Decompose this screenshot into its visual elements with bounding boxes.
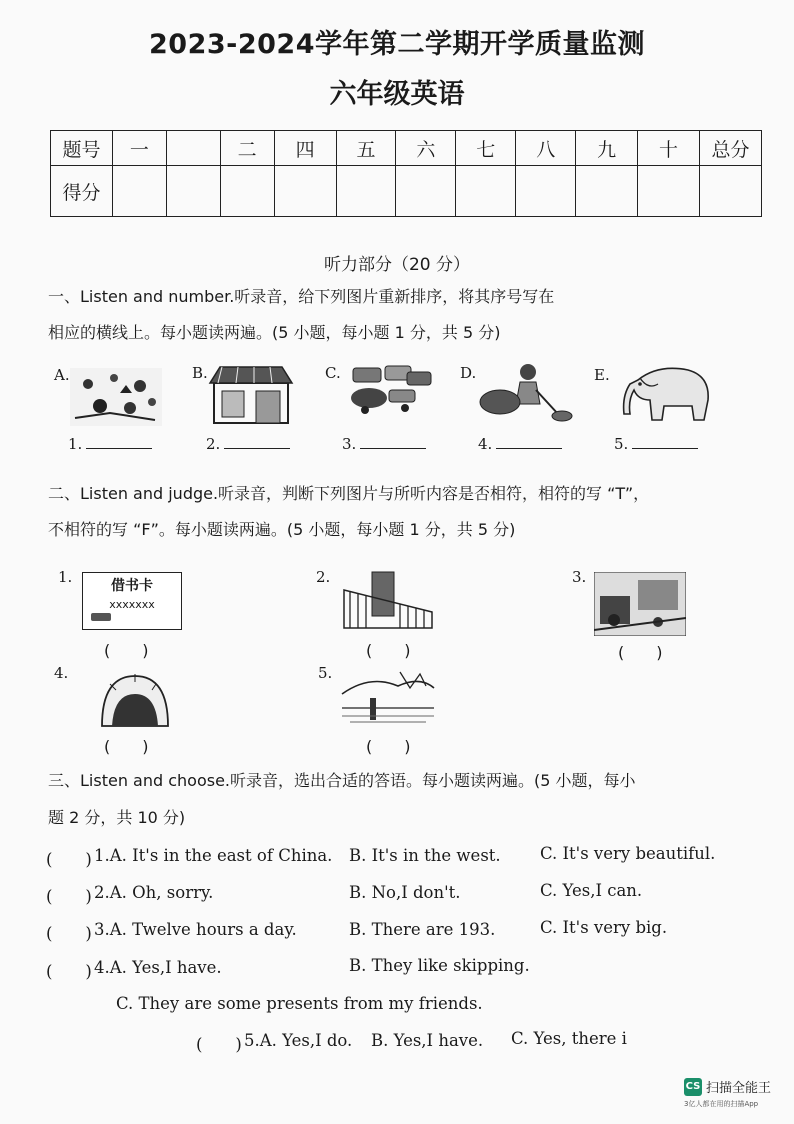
judge-paren-2[interactable]: ( ): [366, 641, 411, 660]
answer-number: 5.: [614, 435, 629, 453]
answer-blank[interactable]: [86, 434, 152, 449]
q5-option-b: B. Yes,I have.: [371, 1031, 484, 1050]
library-card-picture: [82, 572, 182, 630]
score-cell: 题号: [51, 131, 113, 166]
picture-label-a: A.: [54, 366, 70, 384]
q4-option-c: C. They are some presents from my friends.: [116, 994, 483, 1013]
q5-option-a: 5.A. Yes,I do.: [244, 1031, 353, 1050]
picture-elephant-icon: [618, 360, 714, 426]
q1-option-c: C. It's very beautiful.: [540, 844, 716, 863]
score-input-cell[interactable]: [576, 166, 638, 217]
answer-number: 3.: [342, 435, 357, 453]
answer-line-2: [206, 434, 290, 453]
picture-label-e: E.: [594, 366, 610, 384]
judge-number-4: 4.: [54, 664, 69, 682]
choice-paren-2[interactable]: ( ): [46, 887, 92, 906]
score-input-cell[interactable]: [638, 166, 700, 217]
score-input-cell[interactable]: [274, 166, 336, 217]
picture-lake-scene-icon: [340, 668, 436, 728]
score-input-cell[interactable]: [166, 166, 220, 217]
score-cell: 九: [576, 131, 638, 166]
picture-label-c: C.: [325, 364, 341, 382]
q4-option-b: B. They like skipping.: [349, 956, 530, 975]
answer-number: 2.: [206, 435, 221, 453]
q2-option-c: C. Yes,I can.: [540, 881, 643, 900]
picture-person-vacuuming-icon: [478, 360, 576, 424]
picture-shop-icon: [208, 363, 294, 425]
section2-instruction-line2: 不相符的写 “F”。每小题读两遍。(5 小题，每小题 1 分，共 5 分): [48, 520, 516, 539]
picture-street-scene-icon: [594, 572, 686, 636]
library-card-text: xxxxxxx: [109, 598, 155, 611]
judge-paren-1[interactable]: ( ): [104, 641, 149, 660]
watermark-tagline: 3亿人都在用的扫描App: [684, 1100, 759, 1108]
score-cell: 二: [220, 131, 274, 166]
answer-number: 1.: [68, 435, 83, 453]
q3-option-c: C. It's very big.: [540, 918, 668, 937]
answer-blank[interactable]: [224, 434, 290, 449]
score-cell: 一: [112, 131, 166, 166]
answer-number: 4.: [478, 435, 493, 453]
choice-paren-5[interactable]: ( ): [196, 1035, 242, 1054]
q1-option-b: B. It's in the west.: [349, 846, 501, 865]
exam-subtitle: 六年级英语: [329, 79, 465, 110]
score-cell: 十: [638, 131, 700, 166]
choice-paren-4[interactable]: ( ): [46, 962, 92, 981]
score-input-cell[interactable]: [220, 166, 274, 217]
q3-option-a: 3.A. Twelve hours a day.: [94, 920, 297, 939]
section2-instruction-line1: 二、Listen and judge.听录音，判断下列图片与所听内容是否相符，相符的写 “T”，: [48, 484, 650, 503]
score-input-cell[interactable]: [112, 166, 166, 217]
score-input-cell[interactable]: [699, 166, 761, 217]
section3-instruction-line1: 三、Listen and choose.听录音，选出合适的答语。每小题读两遍。(5 小题，每小: [48, 771, 636, 790]
answer-line-4: [478, 434, 562, 453]
score-cell: 四: [274, 131, 336, 166]
answer-blank[interactable]: [496, 434, 562, 449]
score-cell: 五: [336, 131, 396, 166]
picture-label-b: B.: [192, 364, 208, 382]
score-cell: 七: [456, 131, 516, 166]
library-card-title: 借书卡: [111, 578, 153, 594]
score-row-label: 得分: [51, 166, 113, 217]
picture-building-fence-icon: [342, 568, 434, 630]
q5-option-c: C. Yes, there i: [511, 1029, 627, 1048]
score-cell: [166, 131, 220, 166]
judge-number-2: 2.: [316, 568, 331, 586]
answer-blank[interactable]: [632, 434, 698, 449]
picture-snow-scene-icon: [70, 368, 162, 426]
exam-title: 2023-2024学年第二学期开学质量监测: [149, 29, 645, 60]
judge-number-1: 1.: [58, 568, 73, 586]
score-cell: 六: [396, 131, 456, 166]
q3-option-b: B. There are 193.: [349, 920, 496, 939]
judge-number-3: 3.: [572, 568, 587, 586]
watermark-app-name: 扫描全能王: [706, 1081, 772, 1096]
scanner-watermark: [684, 1077, 771, 1109]
score-table-header-row: [51, 131, 762, 166]
section1-instruction-line1: 一、Listen and number.听录音，给下列图片重新排序，将其序号写在: [48, 287, 555, 306]
choice-paren-1[interactable]: ( ): [46, 850, 92, 869]
section1-instruction-line2: 相应的横线上。每小题读两遍。(5 小题，每小题 1 分，共 5 分): [48, 323, 501, 342]
answer-line-3: [342, 434, 426, 453]
picture-cave-icon: [96, 670, 174, 728]
judge-paren-3[interactable]: ( ): [618, 643, 663, 662]
q1-option-a: 1.A. It's in the east of China.: [94, 846, 333, 865]
score-input-cell[interactable]: [336, 166, 396, 217]
choice-paren-3[interactable]: ( ): [46, 924, 92, 943]
answer-line-5: [614, 434, 698, 453]
judge-paren-5[interactable]: ( ): [366, 737, 411, 756]
score-input-cell[interactable]: [516, 166, 576, 217]
listening-heading: 听力部分（20 分）: [323, 255, 471, 275]
q2-option-b: B. No,I don't.: [349, 883, 461, 902]
score-input-cell[interactable]: [396, 166, 456, 217]
judge-number-5: 5.: [318, 664, 333, 682]
picture-cars-icon: [345, 362, 435, 418]
q4-option-a: 4.A. Yes,I have.: [94, 958, 222, 977]
section3-instruction-line2: 题 2 分，共 10 分): [48, 808, 186, 827]
library-card-book-icon: [91, 613, 111, 621]
score-table-score-row: [51, 166, 762, 217]
score-cell: 八: [516, 131, 576, 166]
score-input-cell[interactable]: [456, 166, 516, 217]
judge-paren-4[interactable]: ( ): [104, 737, 149, 756]
q2-option-a: 2.A. Oh, sorry.: [94, 883, 214, 902]
answer-line-1: [68, 434, 152, 453]
picture-label-d: D.: [460, 364, 477, 382]
score-table: [50, 130, 762, 217]
answer-blank[interactable]: [360, 434, 426, 449]
score-cell: 总分: [699, 131, 761, 166]
camscanner-logo-icon: CS: [684, 1078, 702, 1096]
